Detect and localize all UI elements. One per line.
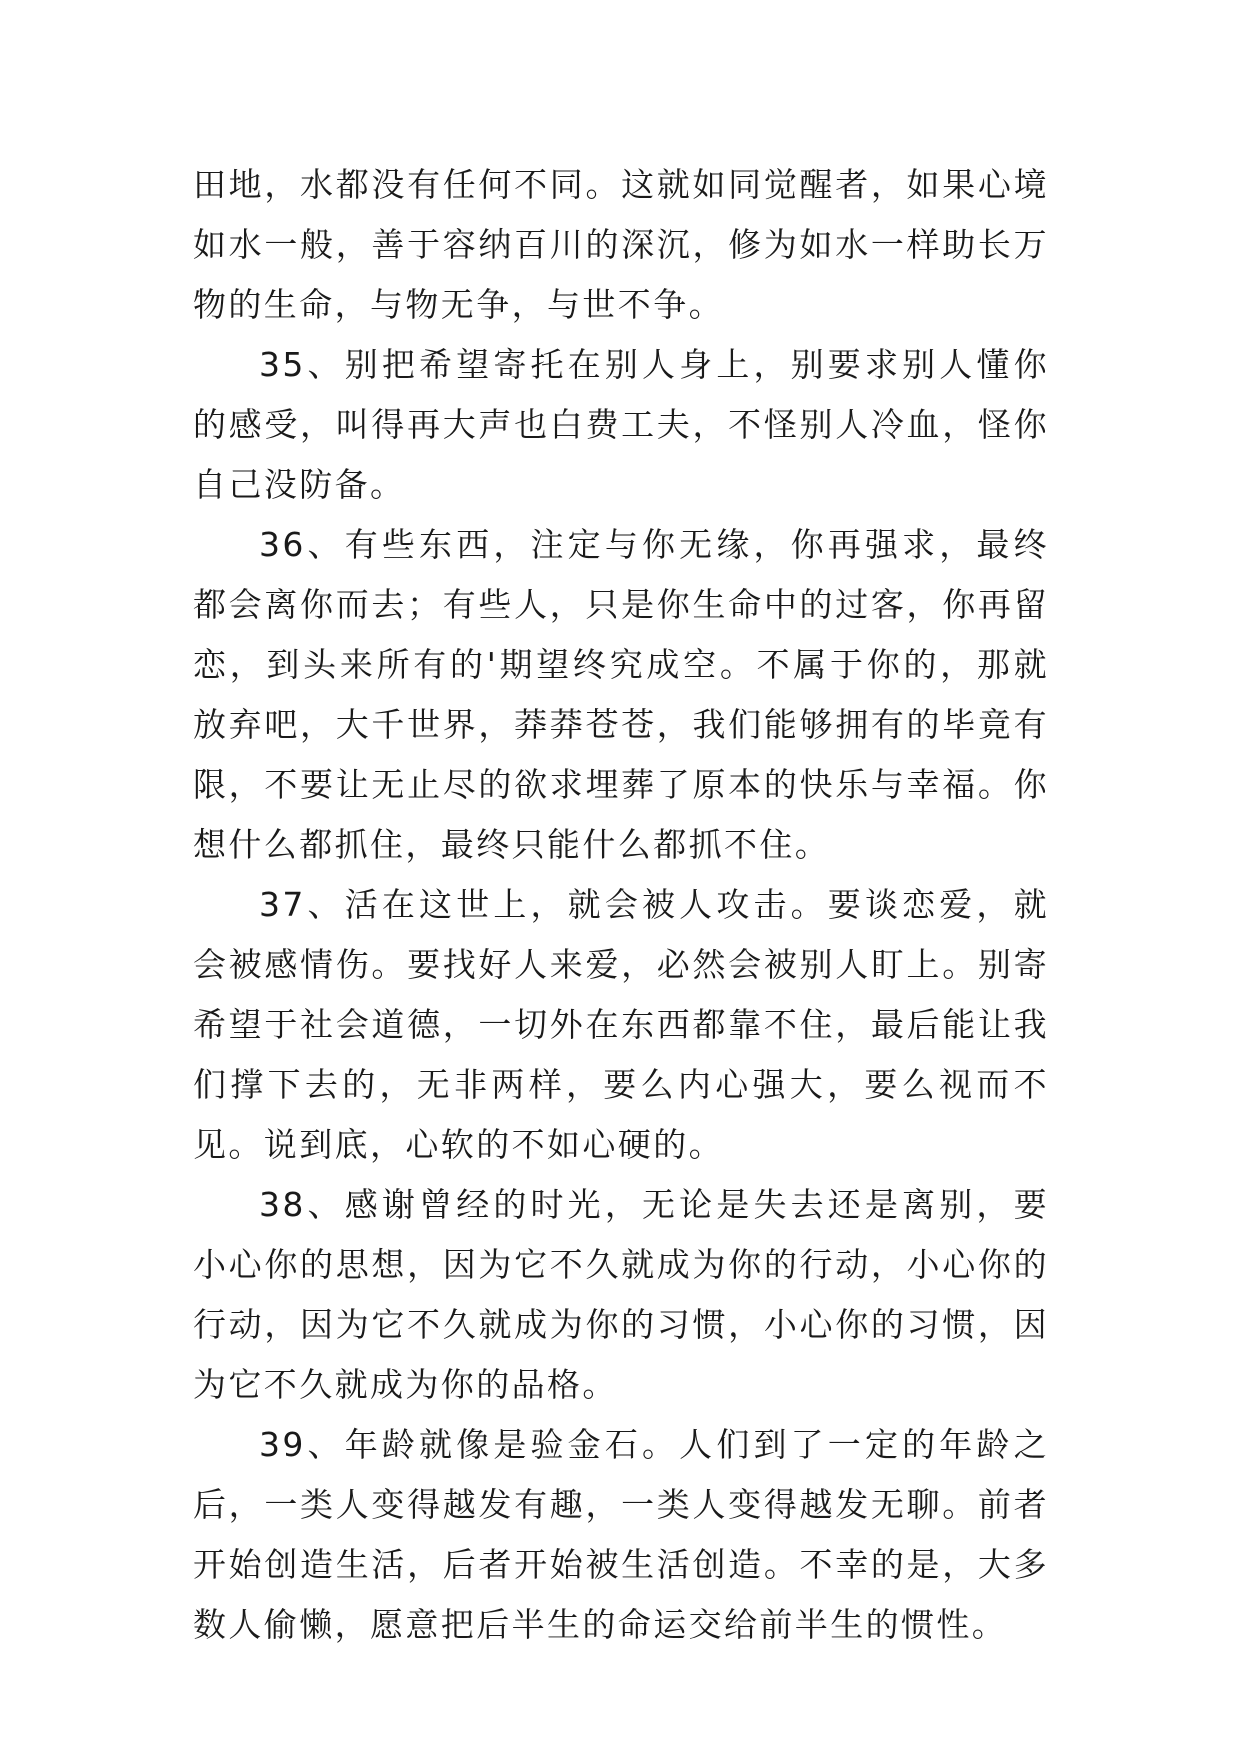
paragraph-35: 35、别把希望寄托在别人身上，别要求别人懂你的感受，叫得再大声也白费工夫，不怪别人冷血，怪你自己没防备。: [193, 345, 1049, 504]
paragraph-36: 36、有些东西，注定与你无缘，你再强求，最终都会离你而去；有些人，只是你生命中的过客，你再留恋，到头来所有的'期望终究成空。不属于你的，那就放弃吧，大千世界，莽莽苍苍，我们能够拥有的毕竟有限，不要让无止尽的欲求埋葬了原本的快乐与幸福。你想什么都抓住，最终只能什么都抓不住。: [193, 525, 1049, 864]
paragraph-continuation: 田地，水都没有任何不同。这就如同觉醒者，如果心境如水一般，善于容纳百川的深沉，修为如水一样助长万物的生命，与物无争，与世不争。: [193, 165, 1049, 324]
paragraph-37: 37、活在这世上，就会被人攻击。要谈恋爱，就会被感情伤。要找好人来爱，必然会被别人盯上。别寄希望于社会道德，一切外在东西都靠不住，最后能让我们撑下去的，无非两样，要么内心强大，要么视而不见。说到底，心软的不如心硬的。: [193, 885, 1049, 1164]
document-body: [193, 155, 1049, 1655]
paragraph-38: 38、感谢曾经的时光，无论是失去还是离别，要小心你的思想，因为它不久就成为你的行动，小心你的行动，因为它不久就成为你的习惯，小心你的习惯，因为它不久就成为你的品格。: [193, 1185, 1049, 1404]
paragraph-39: 39、年龄就像是验金石。人们到了一定的年龄之后，一类人变得越发有趣，一类人变得越发无聊。前者开始创造生活，后者开始被生活创造。不幸的是，大多数人偷懒，愿意把后半生的命运交给前半生的惯性。: [193, 1425, 1049, 1644]
